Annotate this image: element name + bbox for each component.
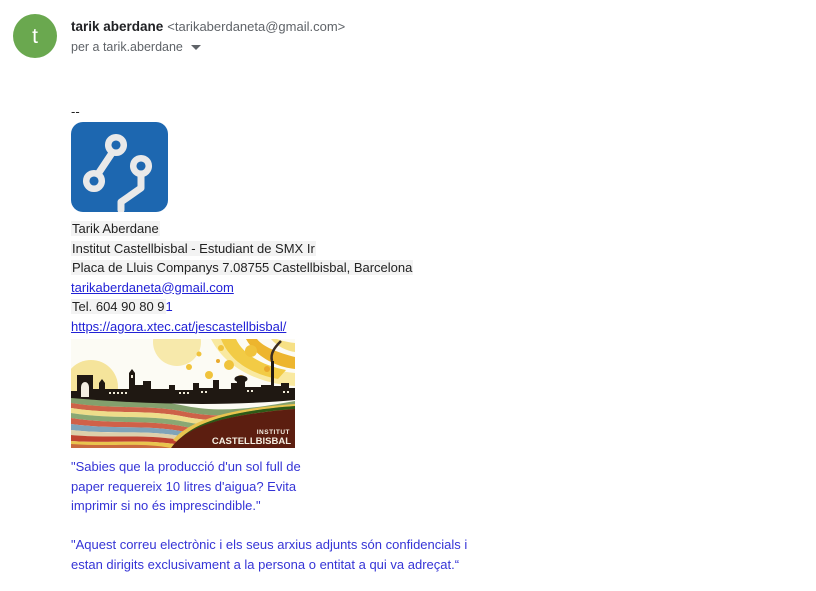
confidentiality-line: "Aquest correu electrònic i els seus arxius adjunts són confidencials i bbox=[71, 537, 468, 553]
sender-line bbox=[71, 19, 345, 34]
circuit-logo-icon bbox=[71, 122, 168, 212]
signature-email-row bbox=[71, 278, 781, 298]
sender-avatar[interactable]: t bbox=[13, 14, 57, 58]
website-link[interactable]: https://agora.xtec.cat/jescastellbisbal/ bbox=[71, 318, 287, 334]
signature-block bbox=[71, 219, 781, 336]
phone-link-digit: 1 bbox=[165, 299, 173, 314]
banner-org-bottom: CASTELLBISBAL bbox=[211, 436, 291, 447]
dropdown-caret-icon[interactable] bbox=[191, 45, 201, 50]
eco-quote-line: "Sabies que la producció d'un sol full de bbox=[71, 459, 301, 474]
sender-name: tarik aberdane bbox=[71, 19, 164, 34]
signature-address: Placa de Lluis Companys 7.08755 Castellbisbal, Barcelona bbox=[72, 260, 413, 275]
recipient-line[interactable] bbox=[71, 40, 201, 54]
signature-name: Tarik Aberdane bbox=[72, 221, 159, 236]
email-body bbox=[71, 104, 781, 574]
sender-email: <tarikaberdaneta@gmail.com> bbox=[167, 19, 346, 34]
signature-divider: -- bbox=[71, 104, 80, 119]
confidentiality-notice bbox=[71, 535, 781, 574]
eco-quote bbox=[71, 457, 781, 516]
recipient-label: per a tarik.aberdane bbox=[71, 40, 183, 54]
institut-castellbisbal-banner bbox=[71, 339, 295, 448]
signature-website-row bbox=[71, 317, 781, 337]
eco-quote-line: paper requereix 10 litres d'aigua? Evita bbox=[71, 478, 297, 494]
confidentiality-line: estan dirigits exclusivament a la persona o entitat a qui va adreçat.“ bbox=[71, 556, 460, 572]
email-link[interactable]: tarikaberdaneta@gmail.com bbox=[71, 279, 234, 295]
banner-org-top: INSTITUT bbox=[256, 429, 290, 436]
eco-quote-line: imprimir si no és imprescindible." bbox=[71, 498, 261, 514]
signature-org: Institut Castellbisbal - Estudiant de SMX Ir bbox=[72, 240, 315, 256]
signature-phone: Tel. 604 90 80 91 bbox=[72, 299, 173, 314]
